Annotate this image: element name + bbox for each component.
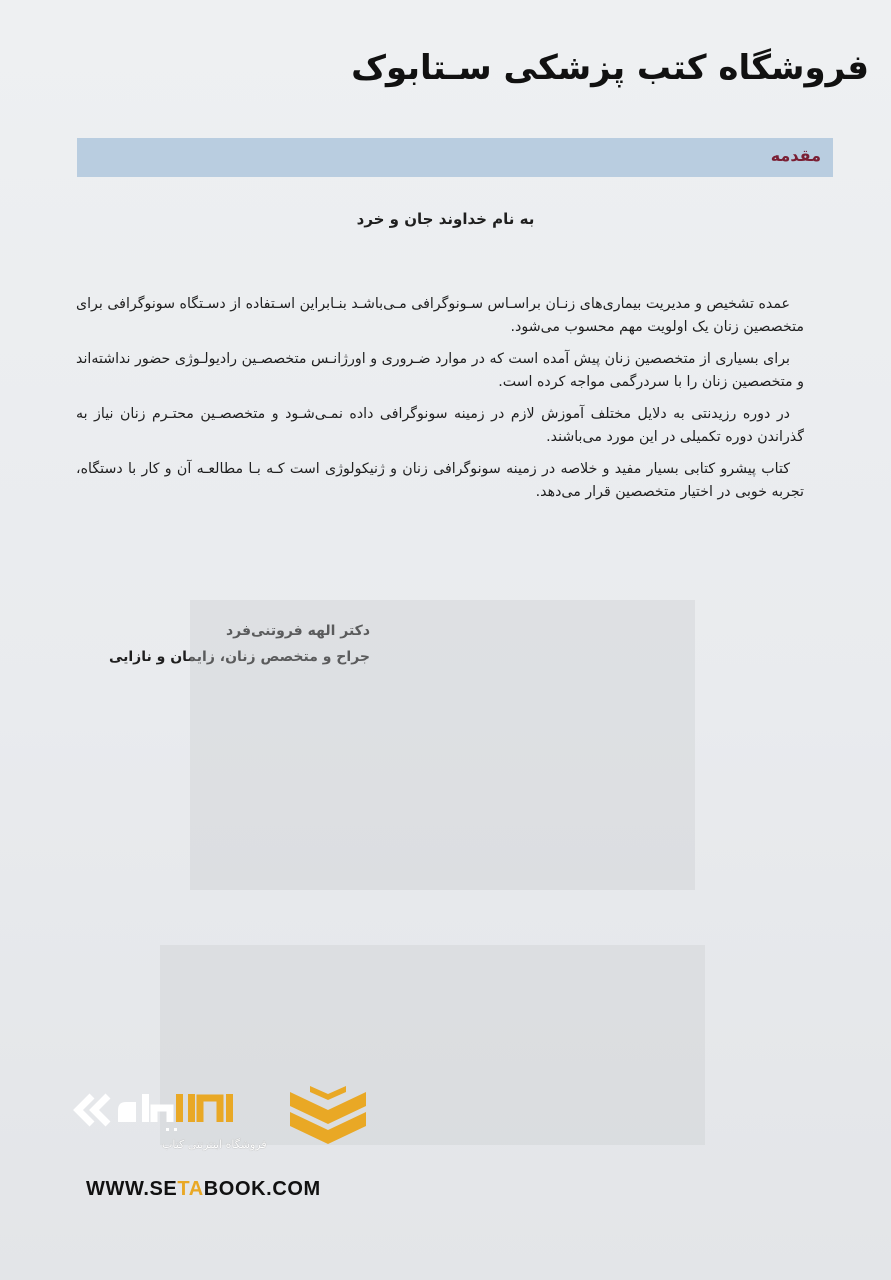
bleed-through-shadow (190, 600, 695, 890)
intro-body (76, 293, 804, 513)
setabook-emblem-icon (280, 1084, 380, 1154)
paragraph: کتاب پیشرو کتابی بسیار مفید و خلاصه در زمینه سونوگرافی زنان و ژنیکولوژی است کـه بـا مطالعـه آن و کار با دستگاه، تجربه خوبی در اختیار متخصصین قرار می‌دهد. (76, 461, 804, 500)
paragraph: در دوره رزیدنتی به دلایل مختلف آموزش لازم در زمینه سونوگرافی داده نمـی‌شـود و متخصصـین محتـرم زنان نیاز به گذراندن دوره تکمیلی در این مورد می‌باشند. (76, 406, 804, 445)
author-role: جراح و متخصص زنان، زایمان و نازایی (108, 649, 370, 665)
logo-subtitle: فروشگاه اینترنتی کتاب (162, 1138, 267, 1151)
website-prefix: WWW.SE (86, 1178, 178, 1200)
section-title: مقدمه (770, 146, 821, 165)
website-url (86, 1178, 321, 1201)
paragraph: برای بسیاری از متخصصین زنان پیش آمده است که در موارد ضـروری و اورژانـس متخصصـین رادیولـوژی حضور نداشته‌اند و متخصصین زنان را با سردرگمی مواجه کرده است. (76, 351, 804, 390)
website-suffix: BOOK.COM (203, 1178, 321, 1200)
bismillah-line: به نام خداوند جان و خرد (356, 210, 535, 228)
website-accent: TA (177, 1178, 204, 1200)
store-title: فروشگاه کتب پزشکی سـتابوک (351, 48, 869, 88)
author-name: دکتر الهه فروتنی‌فرد (225, 623, 370, 639)
section-header-bar (77, 138, 833, 177)
paragraph: عمده تشخیص و مدیریت بیماری‌های زنـان براسـاس سـونوگرافی مـی‌باشـد بنـابراین اسـتفاده از دسـتگاه سونوگرافی برای متخصصین زنان یک اولویت مهم محسوب می‌شود. (76, 296, 804, 335)
